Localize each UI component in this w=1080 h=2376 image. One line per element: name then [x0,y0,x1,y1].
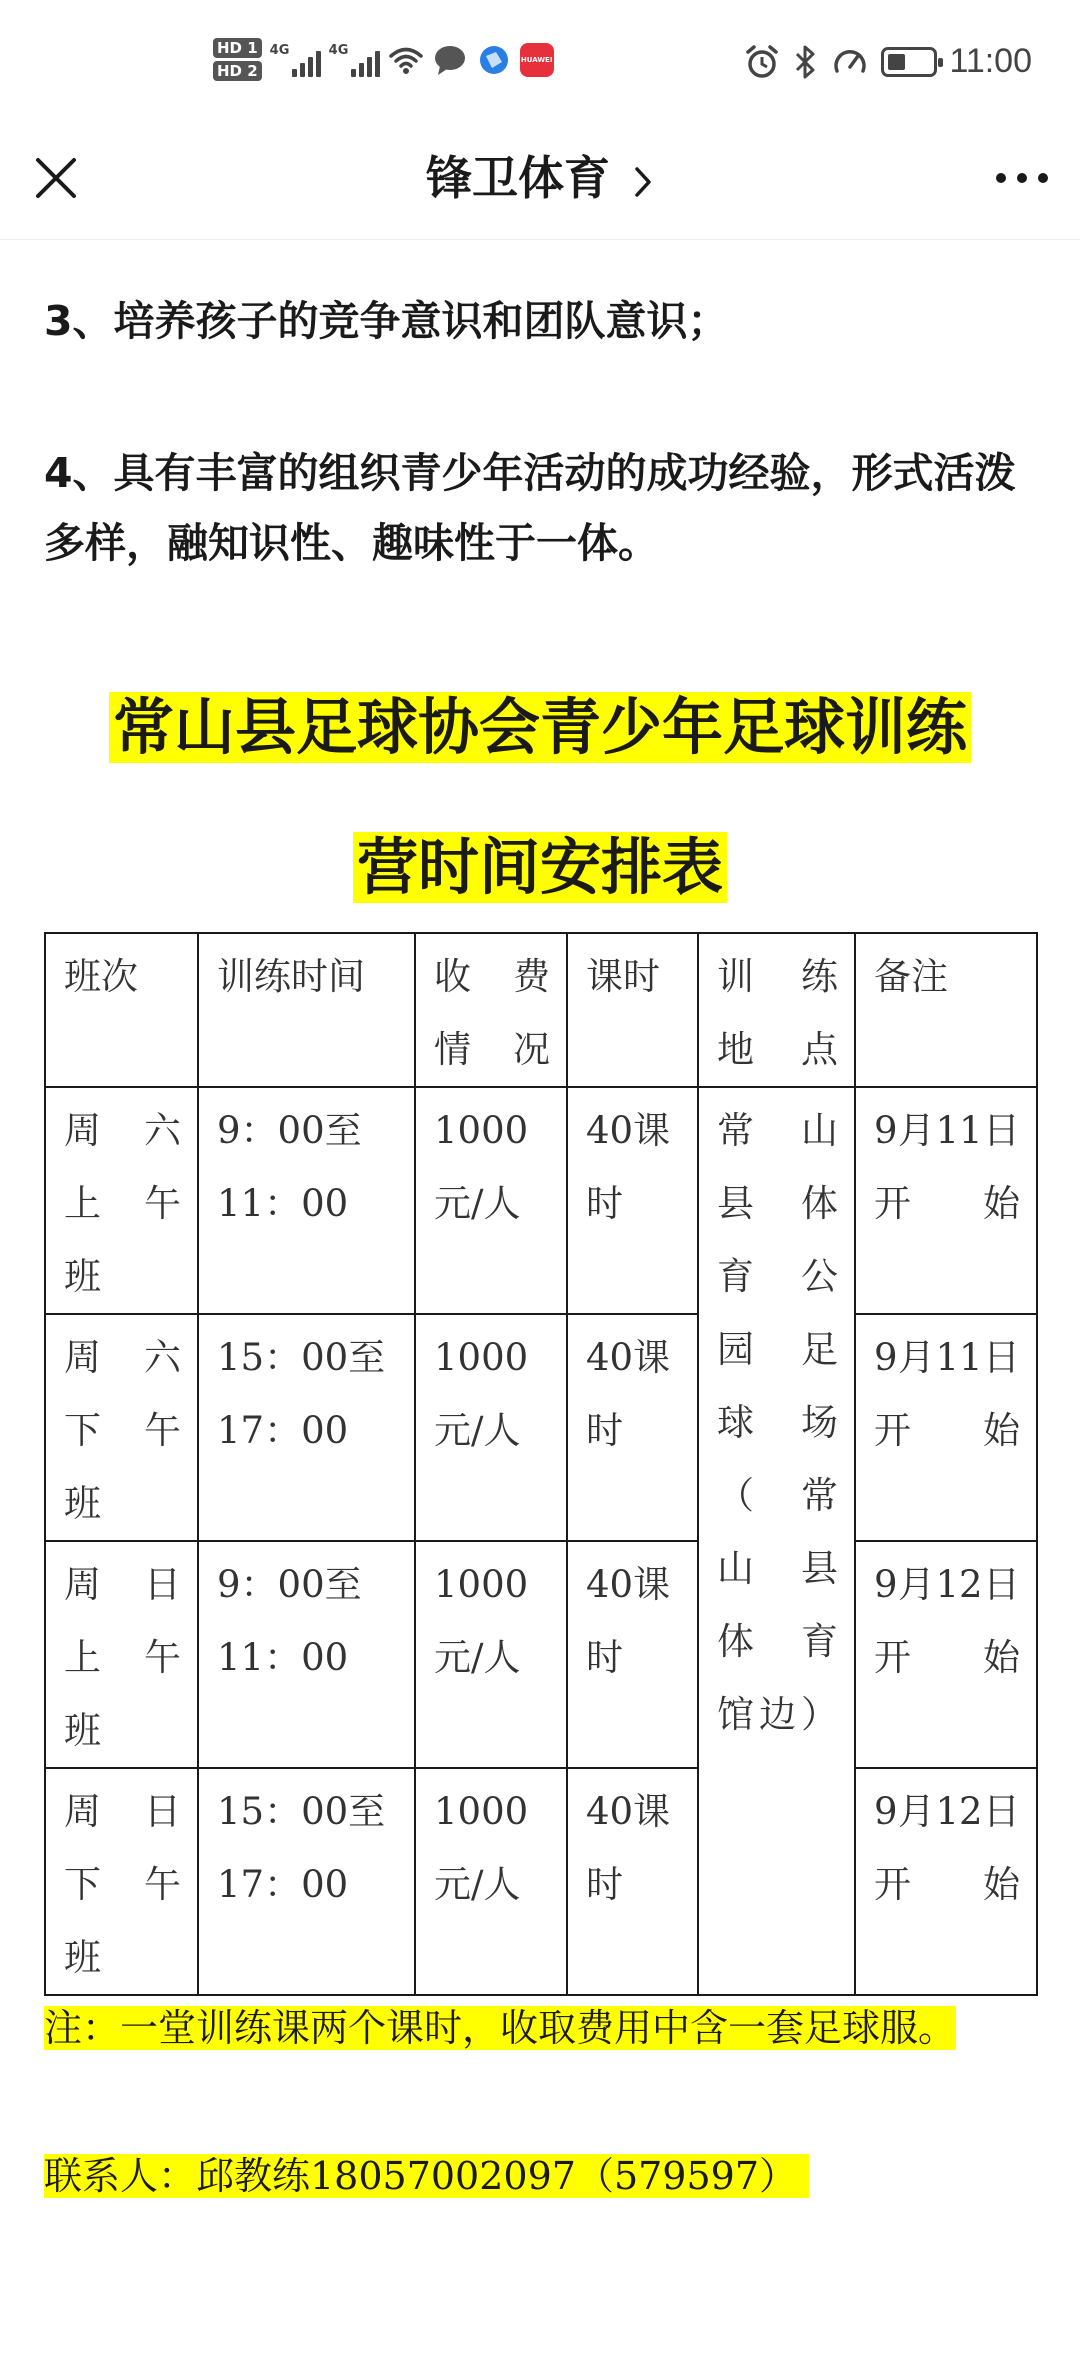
cell-hours: 40课时 [567,1768,698,1995]
header-fee: 收 费情况 [415,933,567,1087]
cell-remark: 9月12日开始 [855,1768,1037,1995]
hd-indicators [213,38,262,81]
header-hours: 课时 [567,933,698,1087]
net2-label: 4G [328,42,349,58]
message-icon [432,42,468,78]
header-time: 训练时间 [198,933,415,1087]
cell-class: 周 日上 午班 [45,1541,198,1768]
schedule-headline [44,658,1036,938]
huawei-label: HUAWEI [520,55,553,64]
signal-2-icon [329,43,380,77]
browser-icon [476,42,512,78]
cell-time: 15：00至17：00 [198,1768,415,1995]
status-left [213,38,554,81]
table-row [45,1541,1037,1768]
status-right [743,42,1032,81]
table-header-row [45,933,1037,1087]
more-dot [1038,173,1048,183]
cell-class: 周 六下 午班 [45,1314,198,1541]
header-location: 训 练地点 [698,933,855,1087]
battery-icon [881,47,937,77]
more-dot [1017,173,1027,183]
cell-location: 常 山县 体育 公园 足球 场（ 常山 县体 育馆边） [698,1087,855,1995]
cell-fee: 1000元/人 [415,1541,567,1768]
chevron-right-icon [632,164,654,200]
signal-1-icon [270,43,321,77]
cell-remark: 9月11日开始 [855,1087,1037,1314]
nav-bar [0,130,1080,240]
account-name: 锋卫体育 [425,151,610,205]
wifi-icon [388,42,424,78]
table-row [45,1087,1037,1314]
alarm-icon [743,43,781,81]
hd2-badge: HD 2 [213,61,262,81]
fee-note-text: 注：一堂训练课两个课时，收取费用中含一套足球服。 [44,2006,957,2050]
battery-level [888,54,905,70]
headline-line-2: 营时间安排表 [353,832,727,903]
account-title[interactable] [0,150,1080,206]
cell-fee: 1000元/人 [415,1768,567,1995]
speed-icon [831,43,869,81]
schedule-table [44,932,1038,1996]
cell-fee: 1000元/人 [415,1087,567,1314]
point-4: 4、具有丰富的组织青少年活动的成功经验，形式活泼多样，融知识性、趣味性于一体。 [44,449,1016,567]
hd1-badge: HD 1 [213,38,262,58]
headline-line-1: 常山县足球协会青少年足球训练 [109,692,971,763]
net1-label: 4G [269,42,290,58]
cell-hours: 40课时 [567,1314,698,1541]
cell-time: 9：00至11：00 [198,1541,415,1768]
fee-note [44,1992,1036,2065]
cell-time: 9：00至11：00 [198,1087,415,1314]
header-class: 班次 [45,933,198,1087]
cell-class: 周 六上 午班 [45,1087,198,1314]
huawei-appgallery-icon [520,43,554,77]
cell-remark: 9月12日开始 [855,1541,1037,1768]
cell-hours: 40课时 [567,1087,698,1314]
cell-fee: 1000元/人 [415,1314,567,1541]
cell-hours: 40课时 [567,1541,698,1768]
table-row [45,1314,1037,1541]
cell-remark: 9月11日开始 [855,1314,1037,1541]
contact-info [44,2140,809,2213]
header-remark: 备注 [855,933,1037,1087]
status-bar [0,0,1080,130]
bluetooth-icon [793,43,819,81]
clock: 11:00 [949,42,1032,80]
contact-text: 联系人：邱教练18057002097（579597） [44,2154,809,2198]
point-3: 3、培养孩子的竞争意识和团队意识； [44,297,729,345]
table-row [45,1768,1037,1995]
more-menu-button[interactable] [992,154,1052,202]
more-dot [996,173,1006,183]
cell-class: 周 日下 午班 [45,1768,198,1995]
cell-time: 15：00至17：00 [198,1314,415,1541]
